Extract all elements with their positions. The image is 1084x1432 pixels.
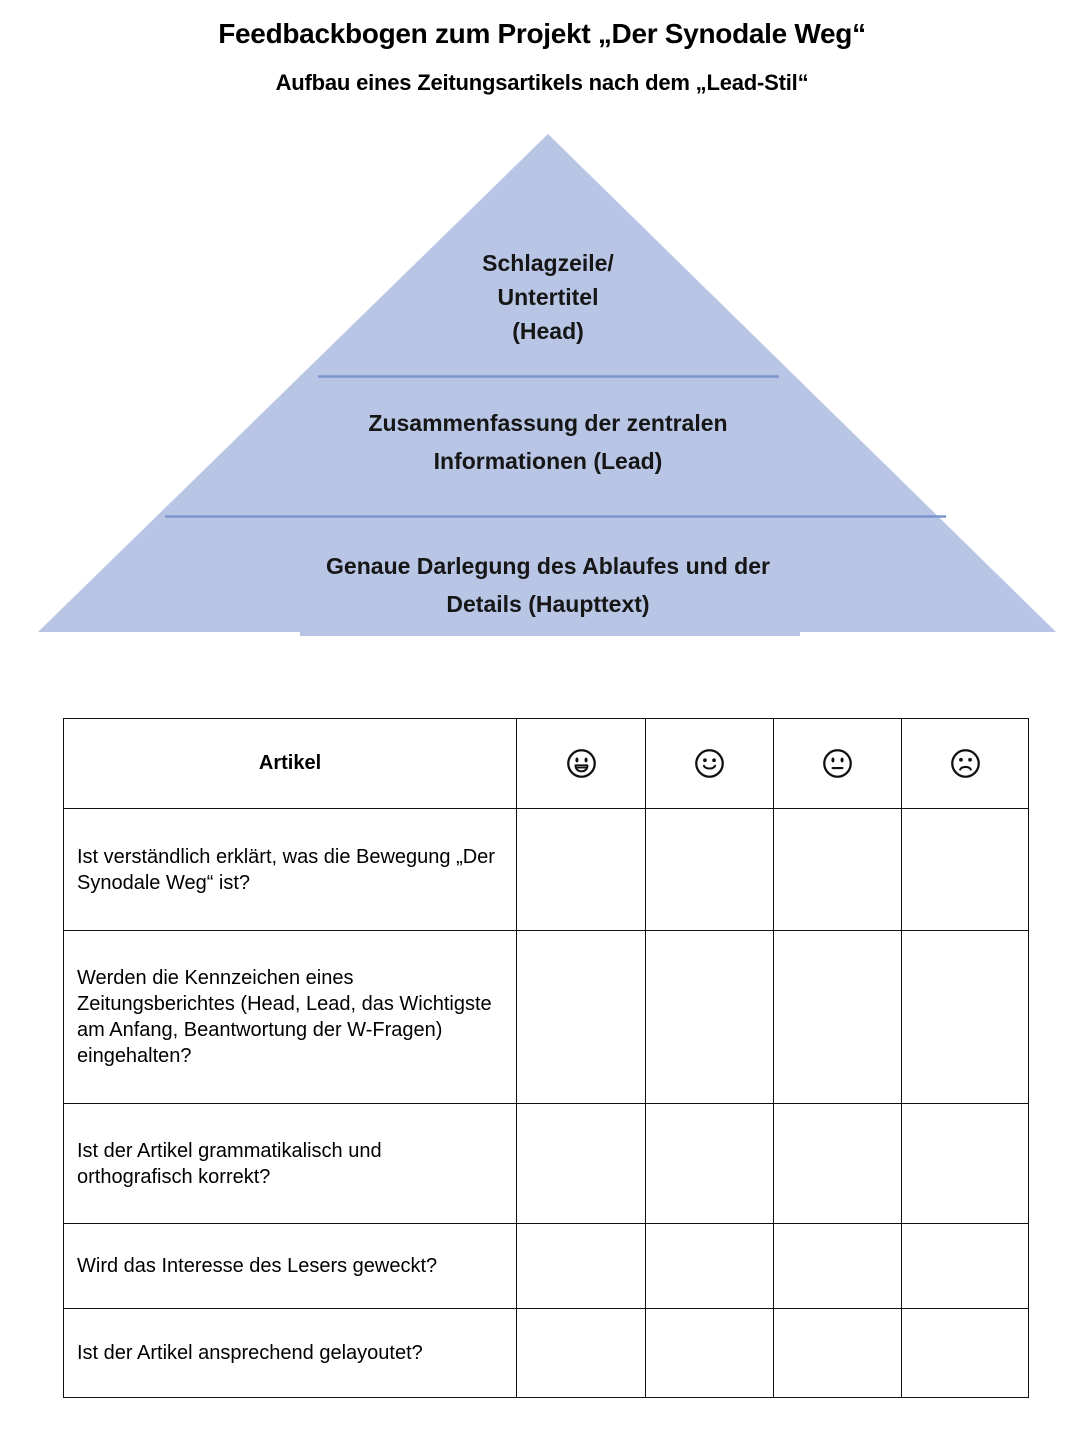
pyramid-body-line: Details (Haupttext) (446, 591, 650, 617)
rating-cell[interactable] (902, 809, 1029, 931)
question-cell (64, 1224, 517, 1309)
table-row (64, 809, 1029, 931)
column-header-very-happy (517, 719, 646, 809)
question-text: Wird das Interesse des Lesers geweckt? (77, 1255, 438, 1277)
pyramid-lead-line: Zusammenfassung der zentralen (368, 410, 728, 436)
feedback-table (63, 718, 1029, 1398)
rating-cell[interactable] (774, 1104, 902, 1224)
rating-cell[interactable] (774, 931, 902, 1104)
table-header-row (64, 719, 1029, 809)
pyramid-lead-line: Informationen (Lead) (433, 448, 663, 474)
rating-cell[interactable] (774, 1309, 902, 1398)
question-cell (64, 1309, 517, 1398)
column-header-happy (646, 719, 774, 809)
rating-cell[interactable] (646, 1104, 774, 1224)
pyramid-section-body-label (268, 547, 828, 623)
question-cell (64, 931, 517, 1104)
rating-cell[interactable] (774, 1224, 902, 1309)
question-text: Ist verständlich erklärt, was die Bewegung „Der Synodale Weg“ ist? (77, 845, 495, 894)
table-row (64, 1224, 1029, 1309)
rating-cell[interactable] (517, 931, 646, 1104)
table-row (64, 931, 1029, 1104)
pyramid-section-lead-label (268, 404, 828, 480)
column-header-sad (902, 719, 1029, 809)
pyramid-head-line: (Head) (512, 318, 584, 344)
question-cell (64, 809, 517, 931)
rating-cell[interactable] (902, 1309, 1029, 1398)
rating-cell[interactable] (517, 1309, 646, 1398)
rating-cell[interactable] (517, 1104, 646, 1224)
rating-cell[interactable] (902, 931, 1029, 1104)
question-text: Ist der Artikel grammatikalisch und orthografisch korrekt? (77, 1139, 382, 1188)
rating-cell[interactable] (774, 809, 902, 931)
pyramid-head-line: Untertitel (497, 284, 599, 310)
table-row (64, 1309, 1029, 1398)
rating-cell[interactable] (517, 1224, 646, 1309)
question-cell (64, 1104, 517, 1224)
pyramid-head-line: Schlagzeile/ (482, 250, 614, 276)
column-header-artikel: Artikel (64, 719, 517, 809)
smiling-face-icon (694, 748, 725, 779)
rating-cell[interactable] (646, 931, 774, 1104)
page-subtitle: Aufbau eines Zeitungsartikels nach dem „Lead-Stil“ (275, 70, 809, 95)
rating-cell[interactable] (646, 1309, 774, 1398)
neutral-face-icon (822, 748, 853, 779)
rating-cell[interactable] (517, 809, 646, 931)
rating-cell[interactable] (646, 1224, 774, 1309)
column-header-neutral (774, 719, 902, 809)
question-text: Werden die Kennzeichen eines Zeitungsberichtes (Head, Lead, das Wichtigste am Anfang, Beantwortung der W-Fragen) eingehalten? (77, 967, 492, 1067)
table-row (64, 1104, 1029, 1224)
pyramid-section-head-label (268, 246, 828, 348)
rating-cell[interactable] (646, 809, 774, 931)
grinning-face-icon (566, 748, 597, 779)
rating-cell[interactable] (902, 1104, 1029, 1224)
question-text: Ist der Artikel ansprechend gelayoutet? (77, 1342, 423, 1364)
frowning-face-icon (950, 748, 981, 779)
pyramid-base-strip (300, 628, 800, 636)
rating-cell[interactable] (902, 1224, 1029, 1309)
page-title: Feedbackbogen zum Projekt „Der Synodale Weg“ (218, 18, 866, 49)
pyramid-body-line: Genaue Darlegung des Ablaufes und der (326, 553, 770, 579)
